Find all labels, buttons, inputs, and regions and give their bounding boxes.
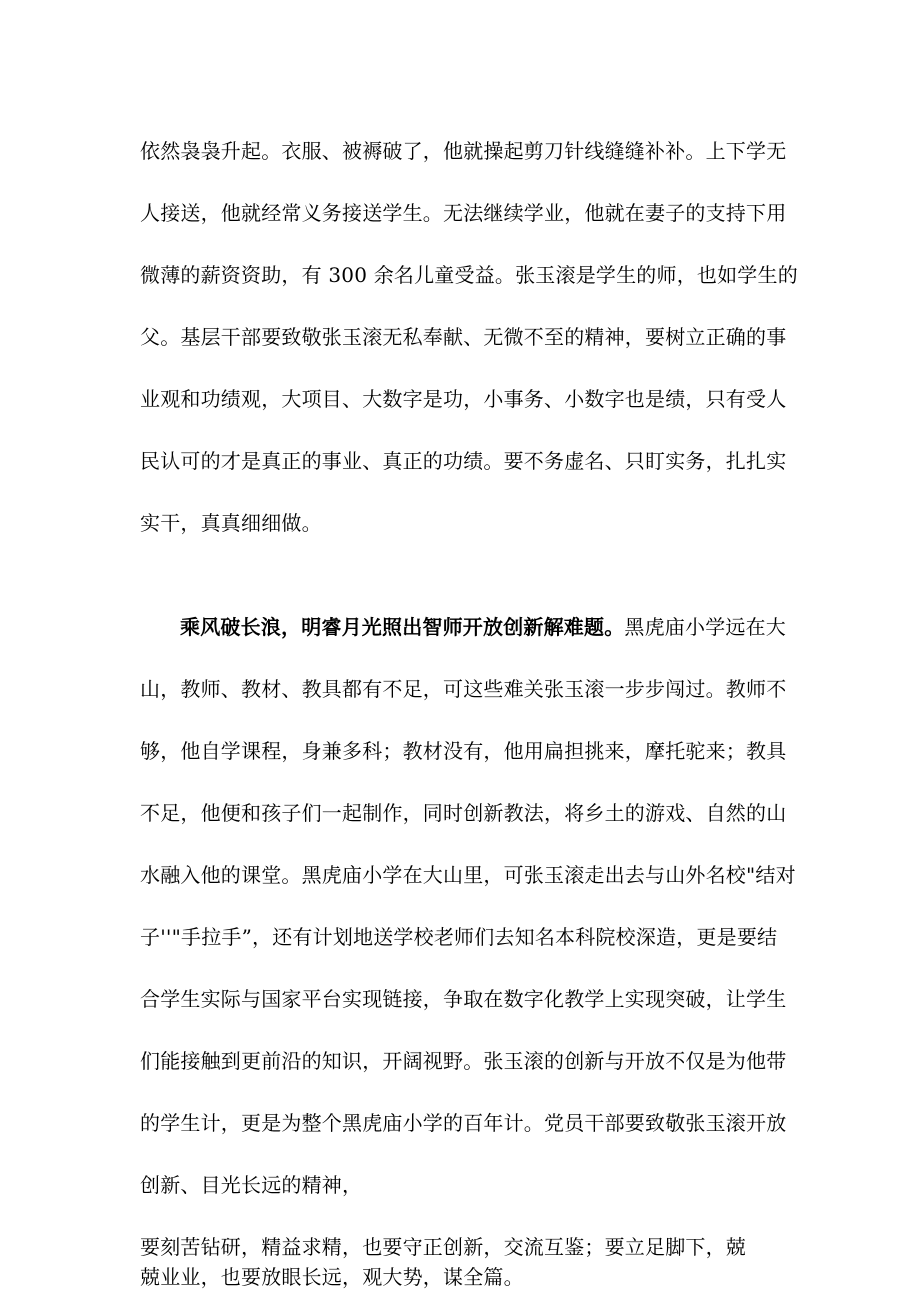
paragraph-3-line-2: 兢业业，也要放眼长远，观大势，谋全篇。 — [140, 1265, 524, 1289]
paragraph-2-first-line-rest: 黑虎庙小学远在大 — [624, 615, 787, 639]
paragraph-2-line-5: 水融入他的课堂。黑虎庙小学在大山里，可张玉滚走出去与山外名校"结对 — [140, 863, 796, 887]
paragraph-1-line-3: 微薄的薪资资助，有 300 余名儿童受益。张玉滚是学生的师，也如学生的 — [140, 263, 798, 287]
paragraph-1-line-7: 实干，真真细细做。 — [140, 511, 322, 535]
paragraph-2-line-7: 合学生实际与国家平台实现链接，争取在数字化教学上实现突破，让学生 — [140, 987, 787, 1011]
paragraph-2-line-1 — [180, 612, 785, 642]
paragraph-1-line-1: 依然袅袅升起。衣服、被褥破了，他就操起剪刀针线缝缝补补。上下学无 — [140, 139, 787, 163]
paragraph-2-line-2: 山，教师、教材、教具都有不足，可这些难关张玉滚一步步闯过。教师不 — [140, 677, 787, 701]
paragraph-2-line-10: 创新、目光长远的精神， — [140, 1173, 363, 1197]
paragraph-2-line-3: 够，他自学课程，身兼多科；教材没有，他用扁担挑来，摩托驼来；教具 — [140, 739, 787, 763]
paragraph-2-line-4: 不足，他便和孩子们一起制作，同时创新教法，将乡土的游戏、自然的山 — [140, 801, 787, 825]
paragraph-2-line-9: 的学生计，更是为整个黑虎庙小学的百年计。党员干部要致敬张玉滚开放 — [140, 1111, 787, 1135]
paragraph-2-line-8: 们能接触到更前沿的知识，开阔视野。张玉滚的创新与开放不仅是为他带 — [140, 1049, 787, 1073]
paragraph-1-line-2: 人接送，他就经常义务接送学生。无法继续学业，他就在妻子的支持下用 — [140, 201, 787, 225]
paragraph-1-line-5: 业观和功绩观，大项目、大数字是功，小事务、小数字也是绩，只有受人 — [140, 387, 787, 411]
paragraph-1-line-4: 父。基层干部要致敬张玉滚无私奉献、无微不至的精神，要树立正确的事 — [140, 325, 787, 349]
paragraph-1-line-6: 民认可的才是真正的事业、真正的功绩。要不务虚名、只盯实务，扎扎实 — [140, 449, 787, 473]
paragraph-2-heading: 乘风破长浪，明睿月光照出智师开放创新解难题。 — [180, 615, 625, 639]
paragraph-2-line-6: 子''"手拉手”，还有计划地送学校老师们去知名本科院校深造，更是要结 — [140, 925, 778, 949]
paragraph-3-line-1: 要刻苦钻研，精益求精，也要守正创新，交流互鉴；要立足脚下，兢 — [140, 1235, 746, 1259]
